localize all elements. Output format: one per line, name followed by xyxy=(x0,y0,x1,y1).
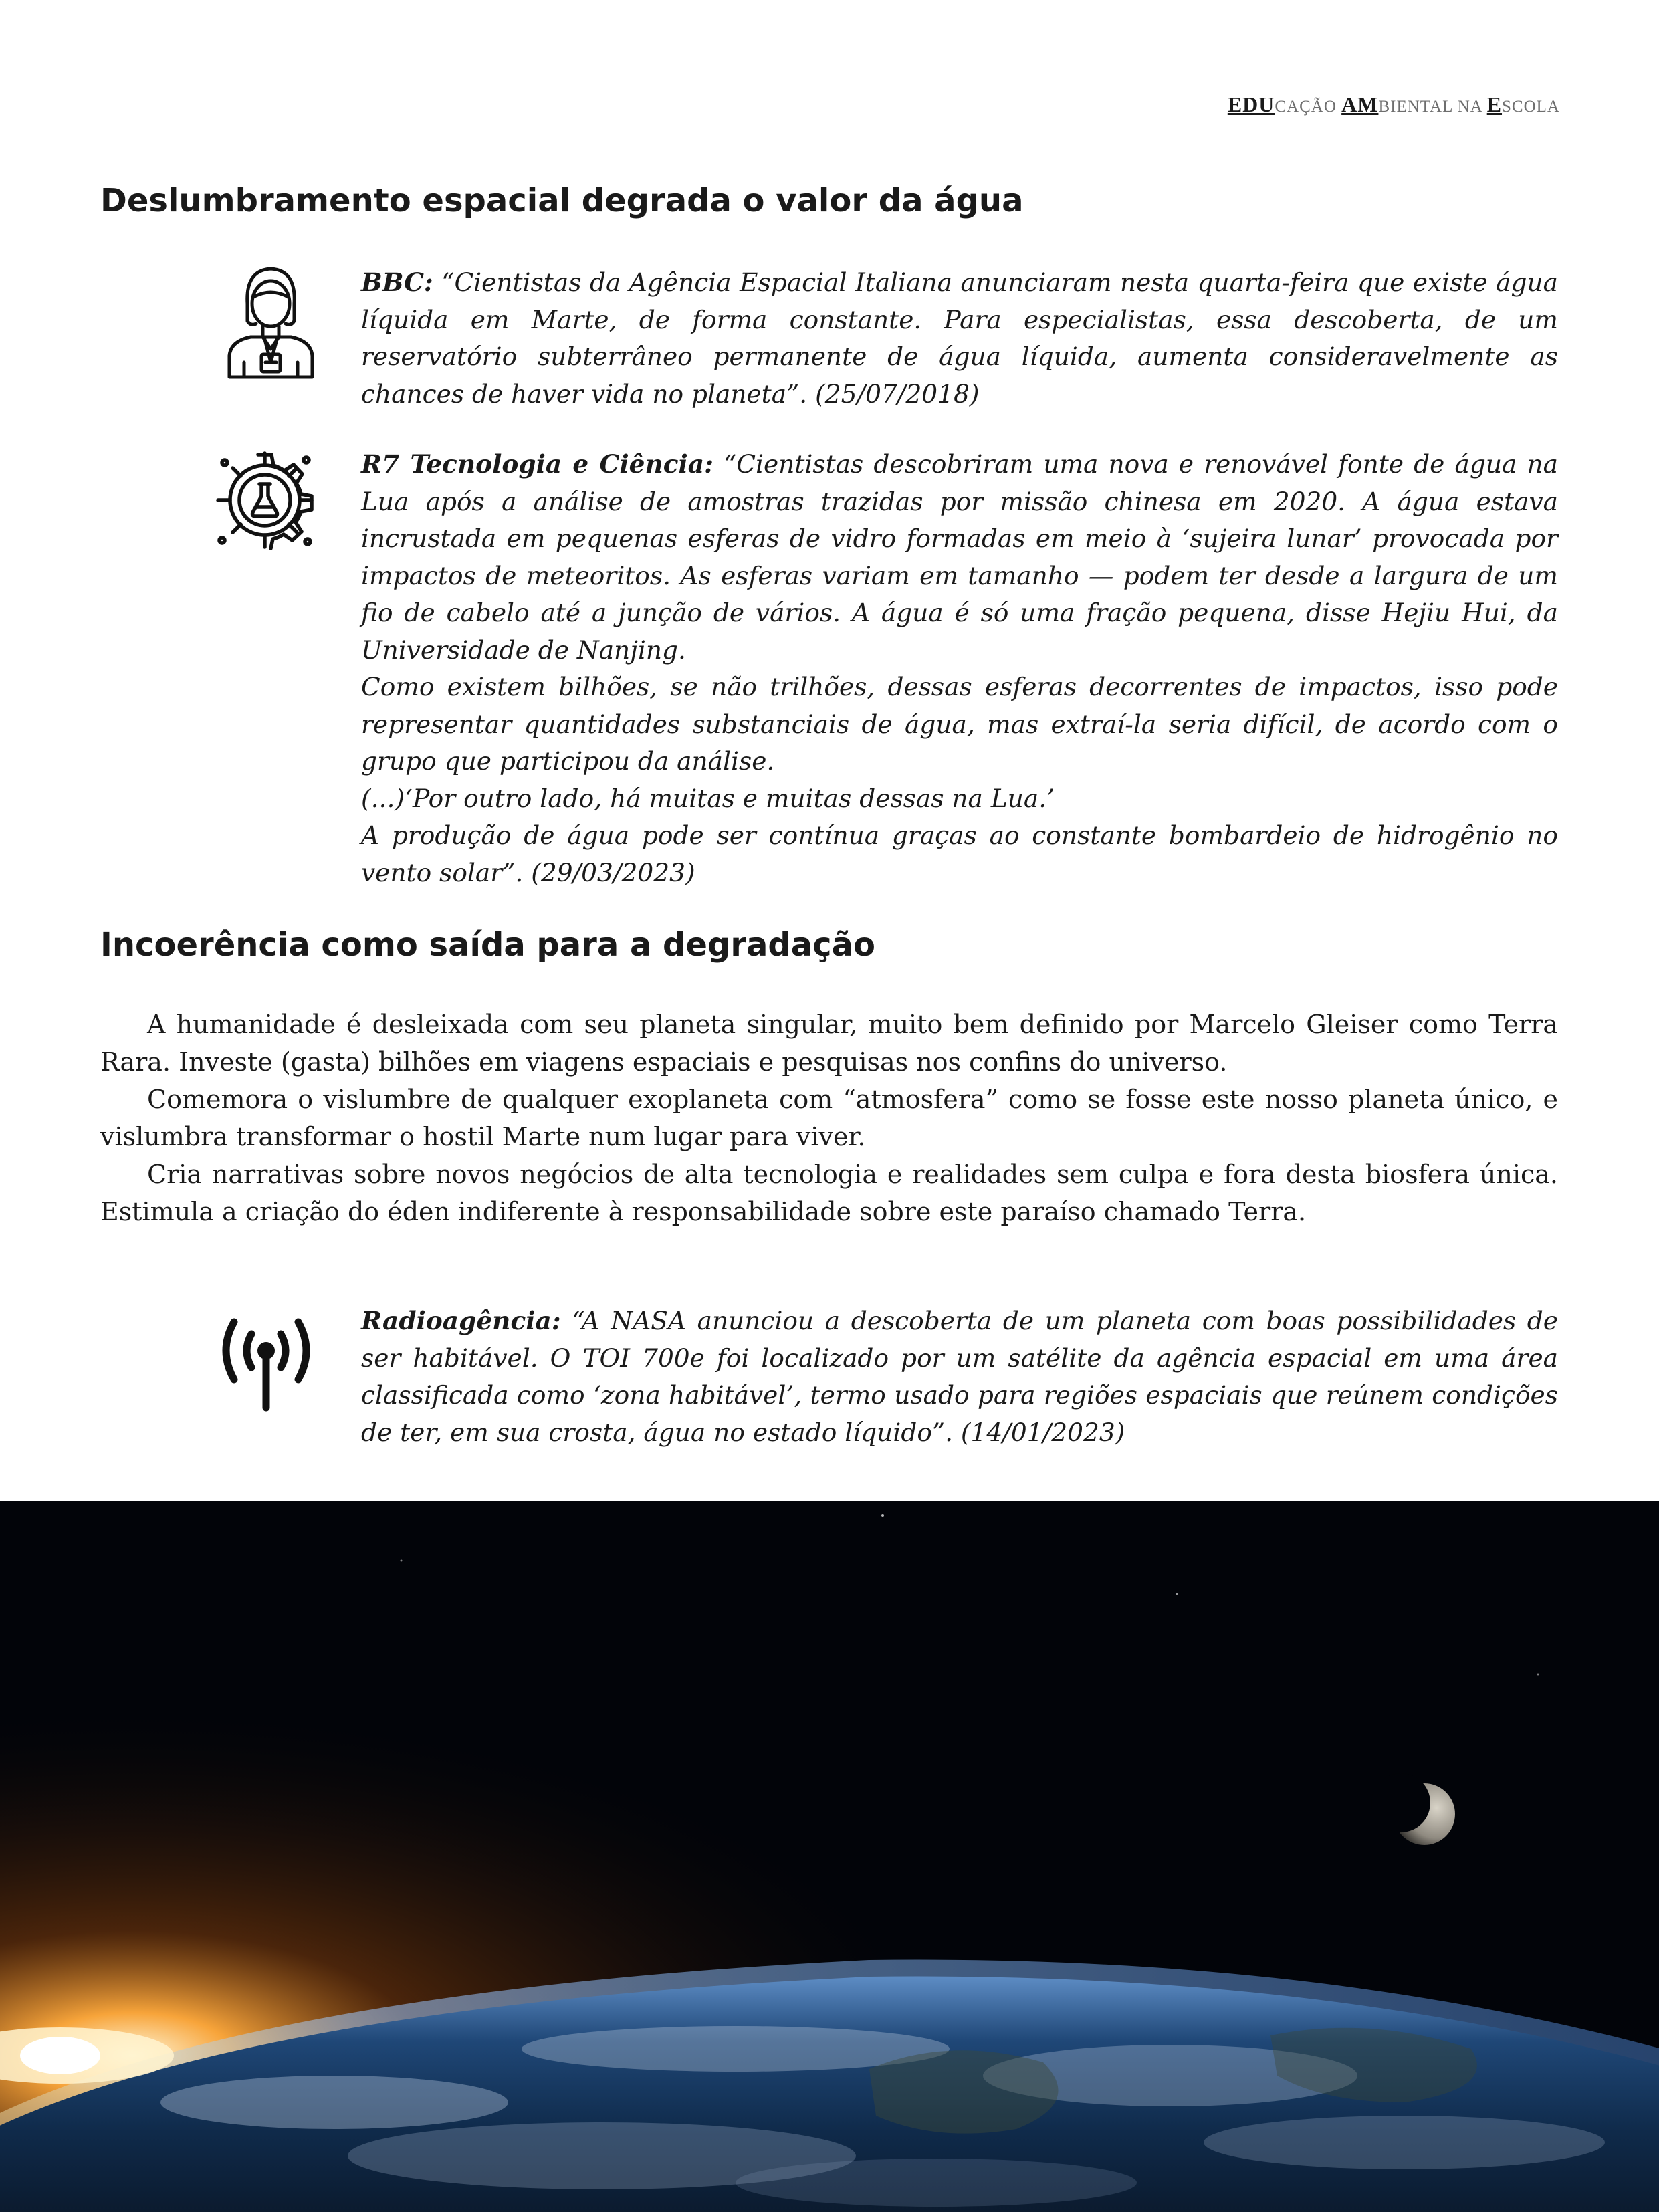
quote-paragraph xyxy=(361,446,1558,669)
running-header xyxy=(1228,92,1560,117)
quote-paragraph: (...)‘Por outro lado, há muitas e muitas dessas na Lua.’ xyxy=(361,783,1055,813)
quote-paragraph: Como existem bilhões, se não trilhões, dessas esferas decorrentes de impactos, isso pode representar quantidades substanciais de água, mas extraí-la seria difícil, de acordo com o grupo que participou da análise. xyxy=(361,672,1558,776)
quote-text: “A NASA anunciou a descoberta de um planeta com boas possibilidades de ser habitável. O TOI 700e foi localizado por um satélite da agência espacial em uma área classificada como ‘zona habitável’, termo usado para regiões espaciais que reúnem condições de ter, em sua crosta, água no estado líquido”. (14/01/2023) xyxy=(361,1306,1558,1447)
section-title-2: Incoerência como saída para a degradação xyxy=(100,926,875,964)
body-paragraph: A humanidade é desleixada com seu planeta singular, muito bem definido por Marcelo Gleiser como Terra Rara. Investe (gasta) bilhões em viagens espaciais e pesquisas nos confins do universo. xyxy=(100,1010,1558,1077)
header-cap-3: E xyxy=(1486,92,1503,116)
quote-paragraph xyxy=(361,1303,1558,1451)
section-title-1: Deslumbramento espacial degrada o valor da água xyxy=(100,182,1024,219)
earth-from-space-photo xyxy=(0,1501,1659,2212)
quote-paragraph xyxy=(361,264,1558,413)
quote-source: Radioagência: xyxy=(361,1306,561,1335)
header-cap-1: EDU xyxy=(1227,92,1275,116)
science-gear-icon xyxy=(213,448,317,555)
header-rest-1: CAÇÃO xyxy=(1275,98,1342,116)
broadcast-antenna-icon xyxy=(213,1314,320,1417)
quote-text: “Cientistas da Agência Espacial Italiana anunciaram nesta quarta-feira que existe água líquida em Marte, de forma constante. Para especialistas, essa descoberta, de um reservatório subterrâneo permanente de água líquida, aumenta consideravelmente as chances de haver vida no planeta”. (25/07/2018) xyxy=(361,267,1558,409)
body-text xyxy=(100,1006,1558,1230)
quote-bbc xyxy=(361,264,1558,413)
quote-radioagencia xyxy=(361,1303,1558,1451)
quote-paragraph: A produção de água pode ser contínua graças ao constante bombardeio de hidrogênio no vento solar”. (29/03/2023) xyxy=(361,820,1558,887)
quote-source: BBC: xyxy=(361,267,433,297)
quote-source: R7 Tecnologia e Ciência: xyxy=(361,449,713,479)
header-cap-2: AM xyxy=(1341,92,1379,116)
header-rest-2: BIENTAL NA xyxy=(1378,98,1487,116)
quote-text: “Cientistas descobriram uma nova e renovável fonte de água na Lua após a análise de amostras trazidas por missão chinesa em 2020. A água estava incrustada em pequenas esferas de vidro formadas em meio à ‘sujeira lunar’ provocada por impactos de meteoritos. As esferas variam em tamanho — podem ter desde a largura de um fio de cabelo até a junção de vários. A água é só uma fração pequena, disse Hejiu Hui, da Universidade de Nanjing. xyxy=(361,449,1558,665)
header-rest-3: SCOLA xyxy=(1502,98,1560,116)
body-paragraph: Comemora o vislumbre de qualquer exoplaneta com “atmosfera” como se fosse este nosso planeta único, e vislumbra transformar o hostil Marte num lugar para viver. xyxy=(100,1085,1558,1151)
quote-r7 xyxy=(361,446,1558,891)
body-paragraph: Cria narrativas sobre novos negócios de alta tecnologia e realidades sem culpa e fora desta biosfera única. Estimula a criação do éden indiferente à responsabilidade sobre este paraíso chamado Terra. xyxy=(100,1159,1558,1226)
journalist-icon xyxy=(224,262,318,385)
